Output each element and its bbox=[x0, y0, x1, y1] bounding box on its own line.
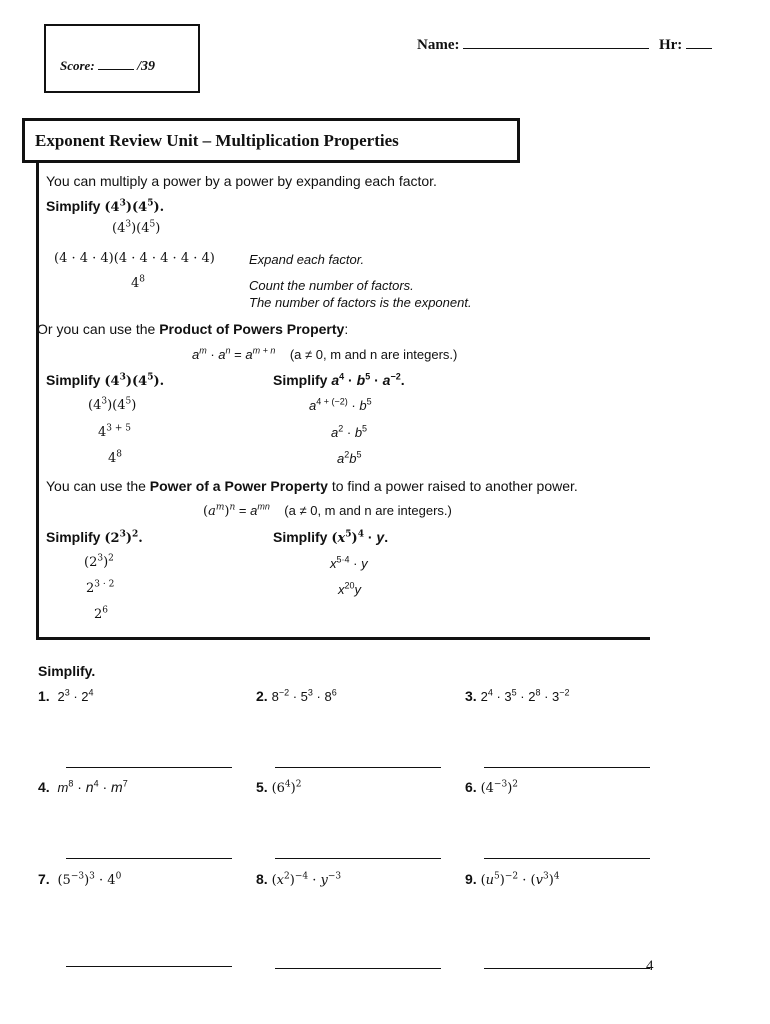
answer-line-2[interactable] bbox=[275, 767, 441, 768]
answer-line-7[interactable] bbox=[66, 966, 232, 967]
problem-1: 1. $2^3 \cdot 2^4$ bbox=[38, 687, 94, 704]
name-hr-line: Name: Hr: bbox=[417, 36, 712, 54]
power-rule-formula: $(a^m)^n = a^{mn}$ (a ≠ 0, m and n are integers.) bbox=[203, 501, 452, 519]
practice-heading: Simplify. bbox=[38, 663, 96, 679]
title-box bbox=[22, 118, 520, 163]
answer-line-5[interactable] bbox=[275, 858, 441, 859]
answer-line-4[interactable] bbox=[66, 858, 232, 859]
score-box bbox=[44, 24, 200, 93]
name-blank[interactable] bbox=[463, 36, 649, 49]
problem-2: 2. $8^{-2} \cdot 5^3 \cdot 8^6$ bbox=[256, 687, 337, 704]
example5-simplify: Simplify $(x^5)^4 \cdot y$. bbox=[273, 529, 389, 546]
answer-line-6[interactable] bbox=[484, 858, 650, 859]
page-number: 4 bbox=[646, 958, 654, 974]
example5-step1: $x^{5\cdot 4} \cdot y$ bbox=[330, 554, 368, 571]
problem-8: 8. $(x^2)^{-4} \cdot y^{-3}$ bbox=[256, 871, 342, 888]
example2-step2: $4^{3 + 5}$ bbox=[98, 423, 131, 440]
problem-3: 3. $2^4 \cdot 3^5 \cdot 2^8 \cdot 3^{-2}$ bbox=[465, 687, 570, 704]
example1-result: $4^8$ bbox=[131, 274, 146, 291]
example1-expanded: (4 · 4 · 4)(4 · 4 · 4 · 4 · 4) bbox=[54, 251, 215, 266]
problem-4: 4. $m^8 \cdot n^4 \cdot m^7$ bbox=[38, 778, 128, 795]
example1-intro: You can multiply a power by a power by expanding each factor. bbox=[46, 173, 437, 189]
page-title: Exponent Review Unit – Multiplication Properties bbox=[35, 131, 399, 150]
problem-6: 6. $(4^{-3})^2$ bbox=[465, 779, 519, 796]
example4-step1: $(2^3)^2$ bbox=[84, 553, 114, 570]
example5-result: $x^{20}y$ bbox=[338, 580, 362, 597]
problem-5: 5. $(6^4)^2$ bbox=[256, 779, 302, 796]
power-rule-intro: You can use the Power of a Power Property to find a power raised to another power. bbox=[46, 478, 578, 494]
hr-blank[interactable] bbox=[686, 36, 712, 49]
expand-note: Expand each factor. bbox=[249, 252, 365, 267]
example1-simplify: Simplify $(4^3)(4^5)$. bbox=[46, 198, 165, 215]
answer-line-1[interactable] bbox=[66, 767, 232, 768]
answer-line-9[interactable] bbox=[484, 968, 650, 969]
problem-7: 7. $(5^{-3})^3 \cdot 4^0$ bbox=[38, 871, 122, 888]
example3-step1: $a^{4 + (-2)} \cdot b^5$ bbox=[309, 396, 372, 413]
example4-step2: $2^{3 \cdot 2}$ bbox=[86, 579, 115, 596]
example3-simplify: Simplify $a^4 \cdot b^5 \cdot a^{-2}$. bbox=[273, 371, 405, 388]
count-note: Count the number of factors. bbox=[249, 278, 414, 293]
product-rule-formula: $a^m \cdot a^n = a^{m + n}$ (a ≠ 0, m and n are integers.) bbox=[192, 345, 458, 362]
product-rule-intro: Or you can use the Product of Powers Property: bbox=[37, 321, 349, 337]
answer-line-3[interactable] bbox=[484, 767, 650, 768]
example3-step2: $a^2 \cdot b^5$ bbox=[331, 423, 368, 440]
answer-line-8[interactable] bbox=[275, 968, 441, 969]
example1-step1: $(4^3)(4^5)$ bbox=[112, 219, 161, 236]
example2-simplify: Simplify $(4^3)(4^5)$. bbox=[46, 372, 165, 389]
example3-result: $a^2b^5$ bbox=[337, 449, 362, 466]
example2-step1: $(4^3)(4^5)$ bbox=[88, 396, 137, 413]
example4-result: $2^6$ bbox=[94, 605, 109, 622]
example4-simplify: Simplify $(2^3)^2$. bbox=[46, 529, 143, 546]
score-blank[interactable] bbox=[98, 57, 134, 70]
problem-9: 9. $(u^5)^{-2} \cdot (v^3)^4$ bbox=[465, 871, 560, 888]
exponent-note: The number of factors is the exponent. bbox=[249, 295, 472, 310]
score-label: Score: /39 bbox=[60, 58, 156, 74]
example2-result: $4^8$ bbox=[108, 449, 123, 466]
